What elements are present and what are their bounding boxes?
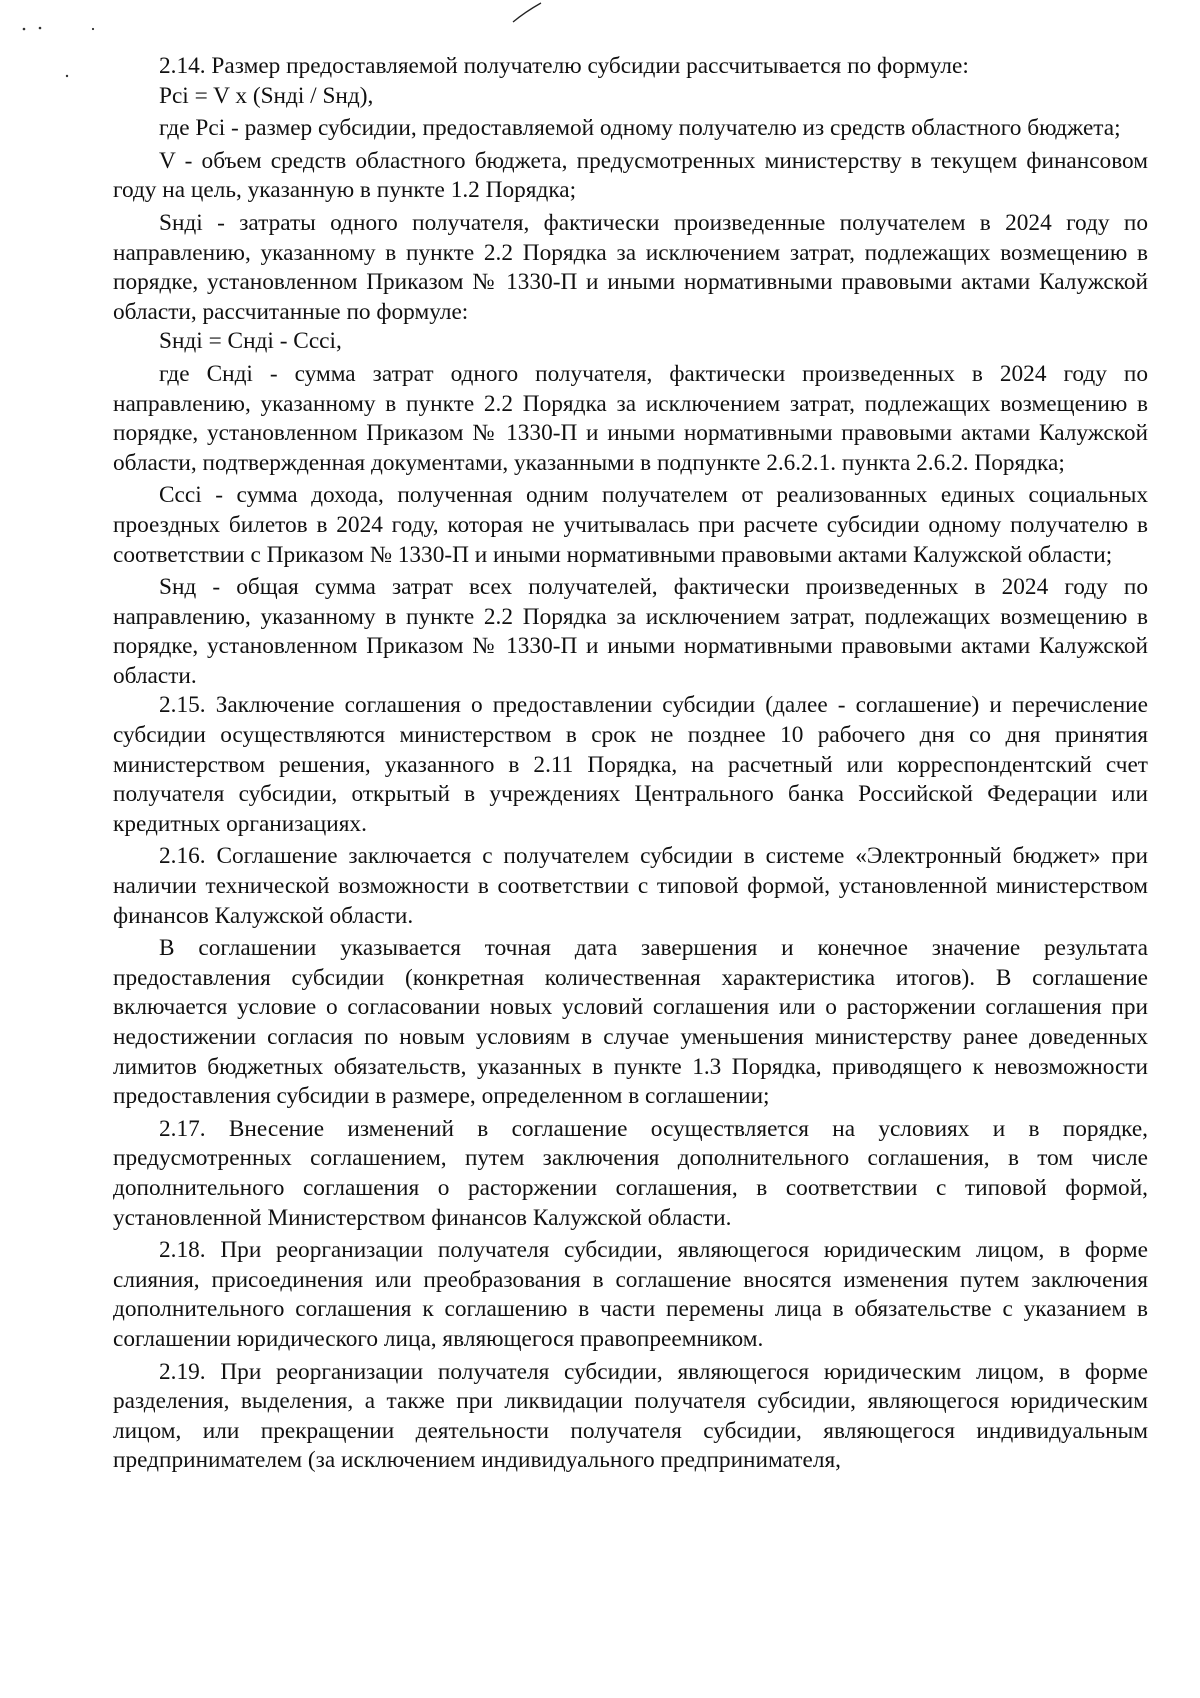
- scan-dot: [92, 28, 94, 30]
- definition-snd: Sнд - общая сумма затрат всех получателей, фактически произведенных в 2024 году по направлению, указанному в пункте 2.2 Порядка за исключением затрат, подлежащих возмещению в порядке, установленном Приказом № 1330-П и иными нормативными правовыми актами Калужской области.: [113, 574, 1148, 689]
- pen-stroke: [513, 3, 541, 22]
- formula-sndi: Sндi = Cндi - Cccі,: [159, 328, 342, 355]
- paragraph-2-18: 2.18. При реорганизации получателя субсидии, являющегося юридическим лицом, в форме слияния, присоединения или преобразования в соглашение вносятся изменения путем заключения дополнительного соглашения к соглашению в части перемены лица в обязательстве с указанием в соглашении юридического лица, являющегося правопреемником.: [113, 1237, 1148, 1352]
- paragraph-2-16: 2.16. Соглашение заключается с получателем субсидии в системе «Электронный бюджет» при наличии технической возможности в соответствии с типовой формой, установленной министерством финансов Калужской области.: [113, 843, 1148, 929]
- definition-v: V - объем средств областного бюджета, предусмотренных министерству в текущем финансовом году на цель, указанную в пункте 1.2 Порядка;: [113, 147, 1148, 204]
- definition-pci: где Pci - размер субсидии, предоставляемой одному получателю из средств областного бюджета;: [159, 115, 1121, 142]
- paragraph-2-16-agreement-terms: В соглашении указывается точная дата завершения и конечное значение результата предоставления субсидии (конкретная количественная характеристика итогов). В соглашение включается условие о согласовании новых условий соглашения или о расторжении соглашения при недостижении согласия по новым условиям в случае уменьшения министерству ранее доведенных лимитов бюджетных обязательств, указанных в пункте 1.3 Порядка, приводящего к невозможности предоставления субсидии в размере, определенном в соглашении;: [113, 935, 1148, 1110]
- document-body: [113, 52, 1148, 1476]
- paragraph-2-19: 2.19. При реорганизации получателя субсидии, являющегося юридическим лицом, в форме разделения, выделения, а также при ликвидации получателя субсидии, являющегося юридическим лицом, или прекращении деятельности получателя субсидии, являющегося индивидуальным предпринимателем (за исключением индивидуального предпринимателя,: [113, 1358, 1148, 1474]
- scan-dot: [66, 75, 68, 77]
- paragraph-2-17: 2.17. Внесение изменений в соглашение осуществляется на условиях и в порядке, предусмотренных соглашением, путем заключения дополнительного соглашения, в том числе дополнительного соглашения о расторжении соглашения, в соответствии с типовой формой, установленной Министерством финансов Калужской области.: [113, 1115, 1148, 1231]
- scan-dot: [39, 27, 42, 30]
- paragraph-2-14: 2.14. Размер предоставляемой получателю субсидии рассчитывается по формуле:: [159, 53, 969, 79]
- definition-sndi: Sндi - затраты одного получателя, фактически произведенные получателем в 2024 году по направлению, указанному в пункте 2.2 Порядка за исключением затрат, подлежащих возмещению в порядке, установленном Приказом № 1330-П и иными нормативными правовыми актами Калужской области, рассчитанные по формуле:: [113, 209, 1148, 325]
- definition-cndi: где Cндi - сумма затрат одного получателя, фактически произведенных в 2024 году по направлению, указанному в пункте 2.2 Порядка за исключением затрат, подлежащих возмещению в порядке, установленном Приказом № 1330-П и иными нормативными правовыми актами Калужской области, подтвержденная документами, указанными в подпункте 2.6.2.1. пункта 2.6.2. Порядка;: [113, 360, 1148, 476]
- formula-pci: Pci = V x (Sндi / Sнд),: [159, 82, 374, 109]
- paragraph-2-15: 2.15. Заключение соглашения о предоставлении субсидии (далее - соглашение) и перечисление субсидии осуществляются министерством в срок не позднее 10 рабочего дня со дня принятия министерством решения, указанного в 2.11 Порядка, на расчетный или корреспондентский счет получателя субсидии, открытый в учреждениях Центрального банка Российской Федерации или кредитных организациях.: [113, 692, 1148, 837]
- definition-ccci: Cccі - сумма дохода, полученная одним получателем от реализованных единых социальных проездных билетов в 2024 году, которая не учитывалась при расчете субсидии одному получателю в соответствии с Приказом № 1330-П и иными нормативными правовыми актами Калужской области;: [113, 482, 1148, 568]
- scan-dot: [23, 28, 26, 31]
